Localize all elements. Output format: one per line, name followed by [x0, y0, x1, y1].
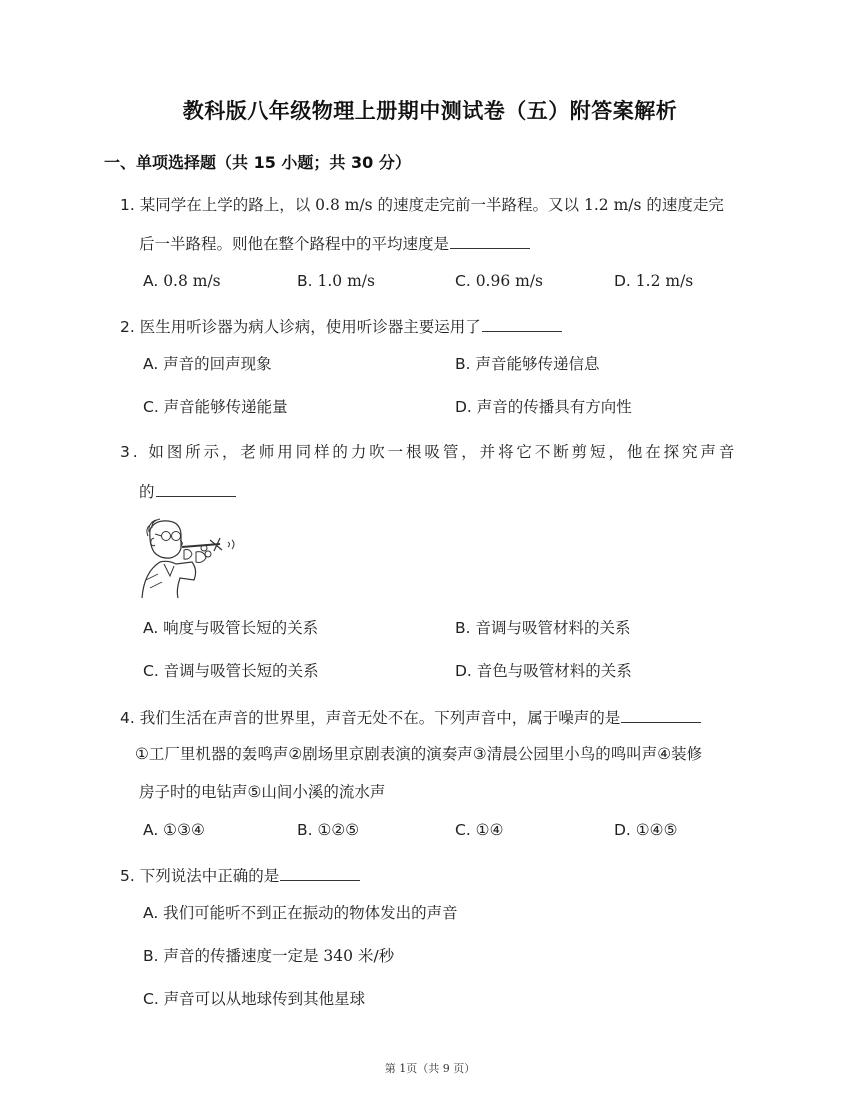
question-1-option-b[interactable] — [297, 270, 375, 292]
page-title: 教科版八年级物理上册期中测试卷（五）附答案解析 — [182, 99, 678, 123]
option-label: A. — [143, 272, 164, 290]
question-5-option-b[interactable] — [143, 945, 394, 967]
question-4-line-3: 房子时的电钻声⑤山间小溪的流水声 — [139, 783, 386, 801]
question-3-option-d[interactable]: D. 音色与吸管材料的关系 — [455, 662, 632, 680]
question-5-stem — [120, 864, 360, 887]
question-4-line-2: ①工厂里机器的轰鸣声②剧场里京剧表演的演奏声③清晨公园里小鸟的鸣叫声④装修 — [135, 745, 703, 763]
answer-blank[interactable] — [450, 232, 530, 249]
question-4-option-c[interactable]: C. ①④ — [455, 821, 504, 839]
question-5-option-c[interactable]: C. 声音可以从地球传到其他星球 — [143, 990, 366, 1008]
answer-blank[interactable] — [621, 706, 701, 723]
question-1-option-c[interactable] — [455, 270, 543, 292]
option-value: 0.96 m/s — [475, 272, 544, 290]
question-1-line-1 — [120, 194, 724, 216]
question-2-option-b[interactable]: B. 声音能够传递信息 — [455, 355, 600, 373]
question-3-option-b[interactable]: B. 音调与吸管材料的关系 — [455, 619, 631, 637]
question-5-text: 5. 下列说法中正确的是 — [120, 867, 280, 885]
option-value: 0.8 m/s — [163, 272, 221, 290]
question-1-text: 的速度走完前一半路程。又以 — [377, 196, 580, 214]
speed-value: 340 — [323, 947, 354, 965]
question-2-option-a[interactable]: A. 声音的回声现象 — [143, 355, 272, 373]
option-value: 1.2 m/s — [635, 272, 694, 290]
blowing-straw-figure — [136, 514, 242, 598]
question-3-text: 的 — [139, 483, 155, 501]
answer-blank[interactable] — [482, 315, 562, 332]
question-2-option-c[interactable]: C. 声音能够传递能量 — [143, 398, 288, 416]
option-label: C. — [455, 272, 476, 290]
question-1-text: 后一半路程。则他在整个路程中的平均速度是 — [139, 235, 450, 253]
option-label: B. — [297, 272, 318, 290]
option-label: B. 声音的传播速度一定是 — [143, 947, 324, 965]
question-3-option-a[interactable]: A. 响度与吸管长短的关系 — [143, 619, 319, 637]
question-4-stem — [120, 706, 701, 729]
question-3-stem: 3. 如图所示，老师用同样的力吹一根吸管，并将它不断剪短，他在探究声音 — [120, 443, 738, 461]
option-label: D. — [614, 272, 636, 290]
question-4-option-b[interactable]: B. ①②⑤ — [297, 821, 360, 839]
question-3-option-c[interactable]: C. 音调与吸管长短的关系 — [143, 662, 319, 680]
answer-blank[interactable] — [280, 864, 360, 881]
question-1-option-a[interactable] — [143, 270, 221, 292]
question-5-option-a[interactable]: A. 我们可能听不到正在振动的物体发出的声音 — [143, 904, 458, 922]
question-2-option-d[interactable]: D. 声音的传播具有方向性 — [455, 398, 632, 416]
question-2-text: 2. 医生用听诊器为病人诊病，使用听诊器主要运用了 — [120, 318, 481, 336]
question-1-speed-2: 1.2 m/s — [584, 196, 642, 214]
question-1-option-d[interactable] — [614, 270, 693, 292]
question-1-speed-1: 0.8 m/s — [315, 196, 373, 214]
question-4-option-a[interactable]: A. ①③④ — [143, 821, 205, 839]
question-1-line-2 — [139, 232, 530, 255]
question-1-text: 的速度走完 — [646, 196, 724, 214]
question-4-option-d[interactable]: D. ①④⑤ — [614, 821, 678, 839]
question-4-text: 4. 我们生活在声音的世界里，声音无处不在。下列声音中，属于噪声的是 — [120, 709, 621, 727]
question-2-stem — [120, 315, 562, 338]
answer-blank[interactable] — [156, 480, 236, 497]
section-heading: 一、单项选择题（共 15 小题；共 30 分） — [104, 153, 411, 172]
question-1-text: 1. 某同学在上学的路上，以 — [120, 196, 311, 214]
speed-unit: 米/秒 — [353, 947, 395, 965]
option-value: 1.0 m/s — [317, 272, 375, 290]
page-footer: 第 1页（共 9 页） — [384, 1062, 476, 1075]
question-3-line-2 — [139, 480, 236, 503]
